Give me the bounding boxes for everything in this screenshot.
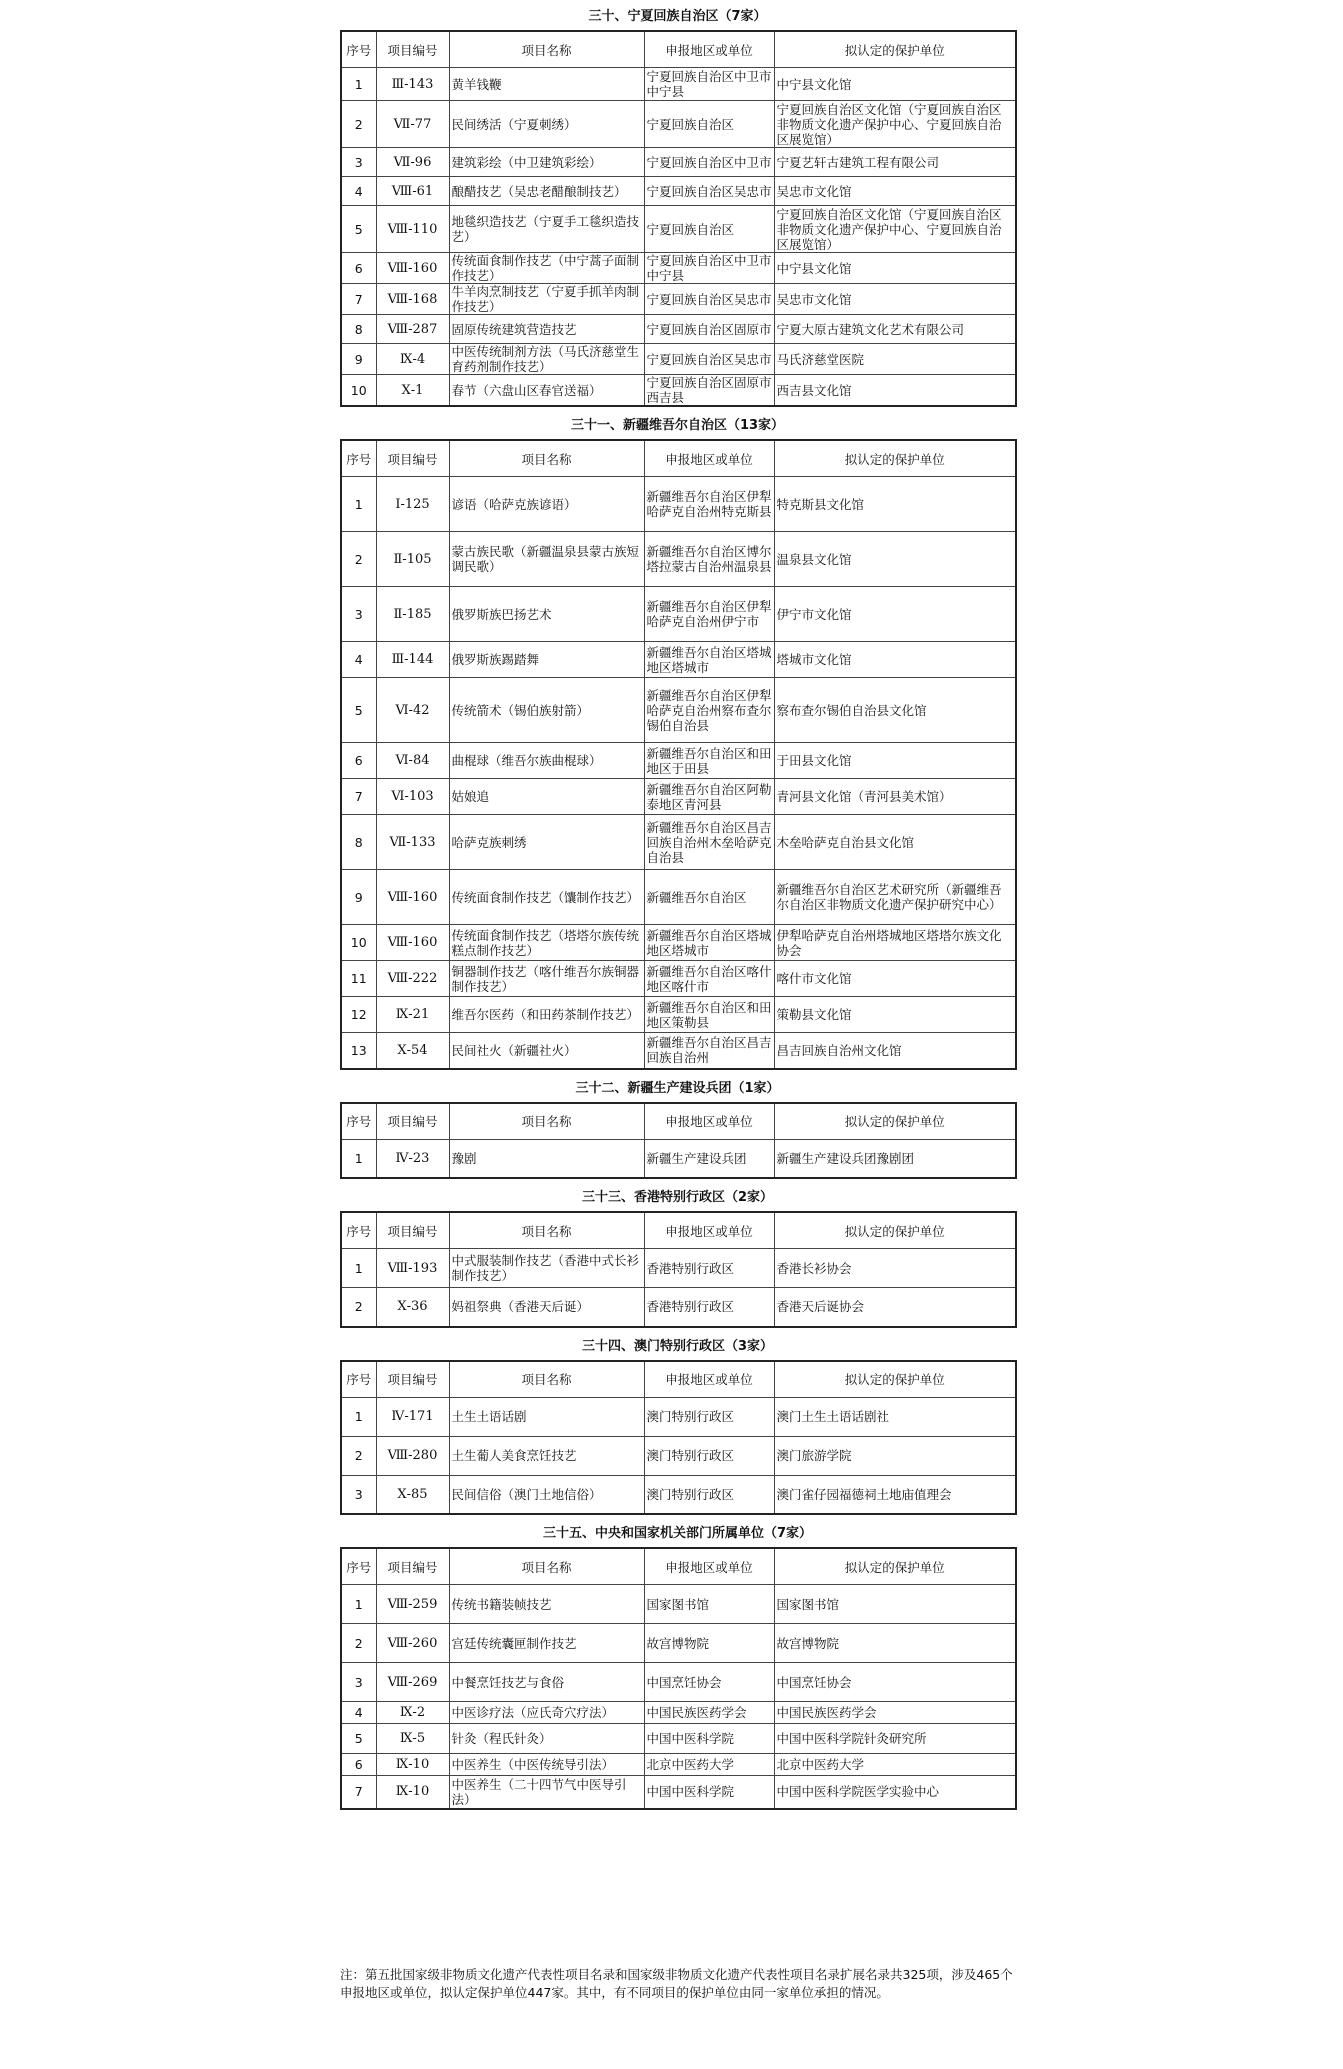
cell-no: 5 bbox=[341, 678, 376, 743]
table-row bbox=[341, 587, 1016, 642]
header-unit: 拟认定的保护单位 bbox=[774, 1103, 1016, 1140]
cell-unit: 特克斯县文化馆 bbox=[774, 477, 1016, 532]
header-code: 项目编号 bbox=[376, 1548, 449, 1585]
cell-name: 铜器制作技艺（喀什维吾尔族铜器制作技艺） bbox=[449, 961, 644, 997]
cell-code: Ⅲ-143 bbox=[376, 68, 449, 101]
header-region: 申报地区或单位 bbox=[644, 440, 774, 477]
cell-code: Ⅹ-54 bbox=[376, 1033, 449, 1069]
table-row bbox=[341, 1436, 1016, 1475]
header-code: 项目编号 bbox=[376, 1361, 449, 1398]
header-name: 项目名称 bbox=[449, 440, 644, 477]
cell-region: 香港特别行政区 bbox=[644, 1249, 774, 1288]
cell-no: 4 bbox=[341, 642, 376, 678]
cell-code: Ⅹ-1 bbox=[376, 375, 449, 407]
table-row bbox=[341, 375, 1016, 407]
table-row bbox=[341, 477, 1016, 532]
cell-region: 中国烹饪协会 bbox=[644, 1663, 774, 1702]
cell-name: 传统箭术（锡伯族射箭） bbox=[449, 678, 644, 743]
cell-region: 新疆维吾尔自治区伊犁哈萨克自治州特克斯县 bbox=[644, 477, 774, 532]
cell-no: 6 bbox=[341, 743, 376, 779]
cell-unit: 吴忠市文化馆 bbox=[774, 177, 1016, 206]
cell-unit: 中宁县文化馆 bbox=[774, 253, 1016, 284]
cell-no: 13 bbox=[341, 1033, 376, 1069]
cell-name: 春节（六盘山区春官送福） bbox=[449, 375, 644, 407]
cell-no: 2 bbox=[341, 1624, 376, 1663]
cell-no: 1 bbox=[341, 1397, 376, 1436]
cell-code: Ⅷ-259 bbox=[376, 1585, 449, 1624]
cell-no: 10 bbox=[341, 925, 376, 961]
cell-region: 新疆维吾尔自治区塔城地区塔城市 bbox=[644, 642, 774, 678]
cell-name: 中医养生（中医传统导引法） bbox=[449, 1754, 644, 1776]
table-row bbox=[341, 1776, 1016, 1809]
cell-name: 曲棍球（维吾尔族曲棍球） bbox=[449, 743, 644, 779]
data-table bbox=[340, 1360, 1017, 1516]
cell-no: 2 bbox=[341, 1436, 376, 1475]
cell-region: 新疆维吾尔自治区伊犁哈萨克自治州伊宁市 bbox=[644, 587, 774, 642]
table-row bbox=[341, 1702, 1016, 1724]
cell-name: 土生土语话剧 bbox=[449, 1397, 644, 1436]
cell-code: Ⅸ-4 bbox=[376, 344, 449, 375]
cell-region: 新疆维吾尔自治区伊犁哈萨克自治州察布查尔锡伯自治县 bbox=[644, 678, 774, 743]
cell-code: Ⅷ-193 bbox=[376, 1249, 449, 1288]
cell-code: Ⅸ-5 bbox=[376, 1724, 449, 1754]
cell-unit: 澳门旅游学院 bbox=[774, 1436, 1016, 1475]
cell-unit: 香港天后诞协会 bbox=[774, 1288, 1016, 1327]
cell-code: Ⅱ-105 bbox=[376, 532, 449, 587]
table-row bbox=[341, 1139, 1016, 1178]
header-region: 申报地区或单位 bbox=[644, 1548, 774, 1585]
cell-unit: 察布查尔锡伯自治县文化馆 bbox=[774, 678, 1016, 743]
table-row bbox=[341, 1754, 1016, 1776]
cell-region: 新疆维吾尔自治区昌吉回族自治州木垒哈萨克自治县 bbox=[644, 815, 774, 870]
cell-name: 传统面食制作技艺（中宁蒿子面制作技艺） bbox=[449, 253, 644, 284]
cell-region: 新疆维吾尔自治区昌吉回族自治州 bbox=[644, 1033, 774, 1069]
cell-code: Ⅱ-185 bbox=[376, 587, 449, 642]
cell-code: Ⅸ-21 bbox=[376, 997, 449, 1033]
header-code: 项目编号 bbox=[376, 31, 449, 68]
header-row bbox=[341, 1361, 1016, 1398]
cell-unit: 喀什市文化馆 bbox=[774, 961, 1016, 997]
cell-code: Ⅶ-133 bbox=[376, 815, 449, 870]
cell-name: 中医传统制剂方法（马氏济慈堂生育药剂制作技艺） bbox=[449, 344, 644, 375]
cell-code: Ⅸ-2 bbox=[376, 1702, 449, 1724]
cell-name: 传统面食制作技艺（馕制作技艺） bbox=[449, 870, 644, 925]
header-name: 项目名称 bbox=[449, 1103, 644, 1140]
cell-no: 3 bbox=[341, 148, 376, 177]
cell-no: 6 bbox=[341, 1754, 376, 1776]
header-region: 申报地区或单位 bbox=[644, 1361, 774, 1398]
header-row bbox=[341, 440, 1016, 477]
header-code: 项目编号 bbox=[376, 1212, 449, 1249]
cell-code: Ⅳ-171 bbox=[376, 1397, 449, 1436]
table-row bbox=[341, 148, 1016, 177]
cell-code: Ⅵ-84 bbox=[376, 743, 449, 779]
table-row bbox=[341, 315, 1016, 344]
cell-no: 5 bbox=[341, 206, 376, 253]
section-title: 三十二、新疆生产建设兵团（1家） bbox=[575, 1080, 780, 1096]
header-unit: 拟认定的保护单位 bbox=[774, 440, 1016, 477]
data-table bbox=[340, 1102, 1017, 1180]
cell-code: Ⅷ-61 bbox=[376, 177, 449, 206]
cell-name: 中医诊疗法（应氏奇穴疗法） bbox=[449, 1702, 644, 1724]
cell-code: Ⅹ-85 bbox=[376, 1475, 449, 1514]
header-no: 序号 bbox=[341, 1361, 376, 1398]
table-row bbox=[341, 532, 1016, 587]
cell-name: 土生葡人美食烹饪技艺 bbox=[449, 1436, 644, 1475]
table-row bbox=[341, 68, 1016, 101]
cell-code: Ⅷ-280 bbox=[376, 1436, 449, 1475]
cell-name: 传统书籍装帧技艺 bbox=[449, 1585, 644, 1624]
cell-unit: 国家图书馆 bbox=[774, 1585, 1016, 1624]
header-region: 申报地区或单位 bbox=[644, 1103, 774, 1140]
cell-name: 维吾尔医药（和田药茶制作技艺） bbox=[449, 997, 644, 1033]
cell-no: 8 bbox=[341, 815, 376, 870]
table-row bbox=[341, 642, 1016, 678]
cell-code: Ⅷ-168 bbox=[376, 284, 449, 315]
table-row bbox=[341, 1033, 1016, 1069]
cell-unit: 中国烹饪协会 bbox=[774, 1663, 1016, 1702]
cell-unit: 中宁县文化馆 bbox=[774, 68, 1016, 101]
cell-code: Ⅵ-103 bbox=[376, 779, 449, 815]
table-row bbox=[341, 678, 1016, 743]
cell-region: 澳门特别行政区 bbox=[644, 1436, 774, 1475]
cell-unit: 澳门土生土语话剧社 bbox=[774, 1397, 1016, 1436]
cell-name: 俄罗斯族踢踏舞 bbox=[449, 642, 644, 678]
cell-no: 12 bbox=[341, 997, 376, 1033]
cell-region: 香港特别行政区 bbox=[644, 1288, 774, 1327]
header-unit: 拟认定的保护单位 bbox=[774, 1212, 1016, 1249]
cell-unit: 吴忠市文化馆 bbox=[774, 284, 1016, 315]
cell-no: 2 bbox=[341, 1288, 376, 1327]
cell-region: 新疆生产建设兵团 bbox=[644, 1139, 774, 1178]
cell-no: 6 bbox=[341, 253, 376, 284]
cell-no: 2 bbox=[341, 101, 376, 148]
cell-no: 10 bbox=[341, 375, 376, 407]
cell-region: 新疆维吾尔自治区阿勒泰地区青河县 bbox=[644, 779, 774, 815]
cell-unit: 木垒哈萨克自治县文化馆 bbox=[774, 815, 1016, 870]
cell-no: 9 bbox=[341, 344, 376, 375]
cell-no: 1 bbox=[341, 1585, 376, 1624]
cell-name: 俄罗斯族巴扬艺术 bbox=[449, 587, 644, 642]
table-row bbox=[341, 743, 1016, 779]
cell-code: Ⅷ-269 bbox=[376, 1663, 449, 1702]
cell-code: Ⅷ-160 bbox=[376, 253, 449, 284]
cell-no: 5 bbox=[341, 1724, 376, 1754]
table-row bbox=[341, 961, 1016, 997]
cell-no: 7 bbox=[341, 1776, 376, 1809]
cell-unit: 新疆维吾尔自治区艺术研究所（新疆维吾尔自治区非物质文化遗产保护研究中心） bbox=[774, 870, 1016, 925]
header-code: 项目编号 bbox=[376, 1103, 449, 1140]
cell-name: 豫剧 bbox=[449, 1139, 644, 1178]
header-region: 申报地区或单位 bbox=[644, 1212, 774, 1249]
cell-name: 牛羊肉烹制技艺（宁夏手抓羊肉制作技艺） bbox=[449, 284, 644, 315]
cell-region: 新疆维吾尔自治区塔城地区塔城市 bbox=[644, 925, 774, 961]
cell-code: Ⅷ-160 bbox=[376, 870, 449, 925]
cell-code: Ⅳ-23 bbox=[376, 1139, 449, 1178]
cell-region: 宁夏回族自治区 bbox=[644, 206, 774, 253]
cell-code: Ⅸ-10 bbox=[376, 1776, 449, 1809]
cell-name: 姑娘追 bbox=[449, 779, 644, 815]
cell-name: 中医养生（二十四节气中医导引法） bbox=[449, 1776, 644, 1809]
cell-region: 新疆维吾尔自治区 bbox=[644, 870, 774, 925]
section-title: 三十五、中央和国家机关部门所属单位（7家） bbox=[542, 1526, 813, 1541]
cell-region: 中国中医科学院 bbox=[644, 1724, 774, 1754]
cell-name: 妈祖祭典（香港天后诞） bbox=[449, 1288, 644, 1327]
header-no: 序号 bbox=[341, 31, 376, 68]
cell-region: 故宫博物院 bbox=[644, 1624, 774, 1663]
cell-no: 1 bbox=[341, 1249, 376, 1288]
cell-no: 1 bbox=[341, 68, 376, 101]
table-row bbox=[341, 344, 1016, 375]
cell-code: Ⅶ-77 bbox=[376, 101, 449, 148]
cell-region: 北京中医药大学 bbox=[644, 1754, 774, 1776]
cell-unit: 昌吉回族自治州文化馆 bbox=[774, 1033, 1016, 1069]
cell-unit: 伊犁哈萨克自治州塔城地区塔塔尔族文化协会 bbox=[774, 925, 1016, 961]
cell-name: 固原传统建筑营造技艺 bbox=[449, 315, 644, 344]
cell-no: 4 bbox=[341, 1702, 376, 1724]
cell-code: Ⅷ-160 bbox=[376, 925, 449, 961]
cell-region: 宁夏回族自治区固原市 bbox=[644, 315, 774, 344]
table-row bbox=[341, 1585, 1016, 1624]
table-row bbox=[341, 206, 1016, 253]
cell-no: 3 bbox=[341, 587, 376, 642]
cell-unit: 宁夏回族自治区文化馆（宁夏回族自治区非物质文化遗产保护中心、宁夏回族自治区展览馆） bbox=[774, 101, 1016, 148]
cell-code: Ⅰ-125 bbox=[376, 477, 449, 532]
cell-region: 澳门特别行政区 bbox=[644, 1475, 774, 1514]
cell-no: 4 bbox=[341, 177, 376, 206]
section-xinjiang bbox=[340, 413, 1015, 1070]
cell-region: 宁夏回族自治区 bbox=[644, 101, 774, 148]
cell-code: Ⅷ-287 bbox=[376, 315, 449, 344]
table-row bbox=[341, 870, 1016, 925]
table-row bbox=[341, 925, 1016, 961]
table-row bbox=[341, 101, 1016, 148]
cell-unit: 西吉县文化馆 bbox=[774, 375, 1016, 407]
cell-unit: 马氏济慈堂医院 bbox=[774, 344, 1016, 375]
table-row bbox=[341, 1475, 1016, 1514]
cell-region: 宁夏回族自治区吴忠市 bbox=[644, 344, 774, 375]
cell-unit: 宁夏艺轩古建筑工程有限公司 bbox=[774, 148, 1016, 177]
cell-region: 新疆维吾尔自治区和田地区于田县 bbox=[644, 743, 774, 779]
document-body bbox=[340, 4, 1015, 1810]
cell-unit: 澳门雀仔园福德祠土地庙值理会 bbox=[774, 1475, 1016, 1514]
cell-name: 中式服装制作技艺（香港中式长衫制作技艺） bbox=[449, 1249, 644, 1288]
header-row bbox=[341, 1212, 1016, 1249]
cell-region: 宁夏回族自治区中卫市 bbox=[644, 148, 774, 177]
table-row bbox=[341, 815, 1016, 870]
header-unit: 拟认定的保护单位 bbox=[774, 1548, 1016, 1585]
cell-name: 宫廷传统囊匣制作技艺 bbox=[449, 1624, 644, 1663]
cell-unit: 于田县文化馆 bbox=[774, 743, 1016, 779]
footnote: 注：第五批国家级非物质文化遗产代表性项目名录和国家级非物质文化遗产代表性项目名录扩展名录共325项，涉及465个申报地区或单位，拟认定保护单位447家。其中，有不同项目的保护单位由同一家单位承担的情况。 bbox=[340, 1967, 1013, 2000]
table-row bbox=[341, 997, 1016, 1033]
cell-unit: 宁夏大原古建筑文化艺术有限公司 bbox=[774, 315, 1016, 344]
cell-name: 建筑彩绘（中卫建筑彩绘） bbox=[449, 148, 644, 177]
cell-name: 传统面食制作技艺（塔塔尔族传统糕点制作技艺） bbox=[449, 925, 644, 961]
cell-unit: 青河县文化馆（青河县美术馆） bbox=[774, 779, 1016, 815]
table-row bbox=[341, 284, 1016, 315]
data-table bbox=[340, 439, 1017, 1070]
data-table bbox=[340, 1547, 1017, 1810]
cell-name: 黄羊钱鞭 bbox=[449, 68, 644, 101]
cell-code: Ⅵ-42 bbox=[376, 678, 449, 743]
cell-code: Ⅹ-36 bbox=[376, 1288, 449, 1327]
cell-code: Ⅷ-260 bbox=[376, 1624, 449, 1663]
cell-code: Ⅷ-222 bbox=[376, 961, 449, 997]
header-code: 项目编号 bbox=[376, 440, 449, 477]
cell-unit: 新疆生产建设兵团豫剧团 bbox=[774, 1139, 1016, 1178]
cell-region: 宁夏回族自治区中卫市中宁县 bbox=[644, 68, 774, 101]
cell-name: 民间信俗（澳门土地信俗） bbox=[449, 1475, 644, 1514]
section-title: 三十、宁夏回族自治区（7家） bbox=[588, 9, 767, 24]
header-no: 序号 bbox=[341, 1548, 376, 1585]
cell-no: 1 bbox=[341, 1139, 376, 1178]
section-bingtuan bbox=[340, 1076, 1015, 1180]
cell-name: 针灸（程氏针灸） bbox=[449, 1724, 644, 1754]
cell-code: Ⅸ-10 bbox=[376, 1754, 449, 1776]
cell-region: 国家图书馆 bbox=[644, 1585, 774, 1624]
header-row bbox=[341, 31, 1016, 68]
cell-unit: 中国民族医药学会 bbox=[774, 1702, 1016, 1724]
header-name: 项目名称 bbox=[449, 1212, 644, 1249]
cell-code: Ⅶ-96 bbox=[376, 148, 449, 177]
header-name: 项目名称 bbox=[449, 1361, 644, 1398]
cell-code: Ⅲ-144 bbox=[376, 642, 449, 678]
table-row bbox=[341, 1724, 1016, 1754]
cell-unit: 策勒县文化馆 bbox=[774, 997, 1016, 1033]
cell-no: 8 bbox=[341, 315, 376, 344]
table-row bbox=[341, 779, 1016, 815]
cell-region: 新疆维吾尔自治区博尔塔拉蒙古自治州温泉县 bbox=[644, 532, 774, 587]
table-row bbox=[341, 253, 1016, 284]
table-row bbox=[341, 177, 1016, 206]
section-title: 三十三、香港特别行政区（2家） bbox=[581, 1190, 774, 1205]
table-row bbox=[341, 1249, 1016, 1288]
header-unit: 拟认定的保护单位 bbox=[774, 31, 1016, 68]
cell-no: 3 bbox=[341, 1663, 376, 1702]
header-row bbox=[341, 1103, 1016, 1140]
cell-name: 地毯织造技艺（宁夏手工毯织造技艺） bbox=[449, 206, 644, 253]
header-region: 申报地区或单位 bbox=[644, 31, 774, 68]
cell-name: 谚语（哈萨克族谚语） bbox=[449, 477, 644, 532]
cell-name: 蒙古族民歌（新疆温泉县蒙古族短调民歌） bbox=[449, 532, 644, 587]
cell-region: 新疆维吾尔自治区和田地区策勒县 bbox=[644, 997, 774, 1033]
table-row bbox=[341, 1288, 1016, 1327]
table-row bbox=[341, 1663, 1016, 1702]
cell-unit: 中国中医科学院医学实验中心 bbox=[774, 1776, 1016, 1809]
cell-unit: 香港长衫协会 bbox=[774, 1249, 1016, 1288]
cell-unit: 温泉县文化馆 bbox=[774, 532, 1016, 587]
header-no: 序号 bbox=[341, 1103, 376, 1140]
cell-region: 中国民族医药学会 bbox=[644, 1702, 774, 1724]
cell-no: 3 bbox=[341, 1475, 376, 1514]
section-hongkong bbox=[340, 1185, 1015, 1328]
header-no: 序号 bbox=[341, 440, 376, 477]
table-row bbox=[341, 1397, 1016, 1436]
cell-name: 民间社火（新疆社火） bbox=[449, 1033, 644, 1069]
cell-region: 澳门特别行政区 bbox=[644, 1397, 774, 1436]
header-row bbox=[341, 1548, 1016, 1585]
cell-name: 哈萨克族刺绣 bbox=[449, 815, 644, 870]
cell-unit: 中国中医科学院针灸研究所 bbox=[774, 1724, 1016, 1754]
section-title: 三十一、新疆维吾尔自治区（13家） bbox=[570, 418, 785, 433]
cell-no: 7 bbox=[341, 284, 376, 315]
cell-no: 9 bbox=[341, 870, 376, 925]
section-title: 三十四、澳门特别行政区（3家） bbox=[581, 1338, 774, 1354]
cell-unit: 塔城市文化馆 bbox=[774, 642, 1016, 678]
cell-unit: 伊宁市文化馆 bbox=[774, 587, 1016, 642]
header-unit: 拟认定的保护单位 bbox=[774, 1361, 1016, 1398]
table-row bbox=[341, 1624, 1016, 1663]
cell-code: Ⅷ-110 bbox=[376, 206, 449, 253]
data-table bbox=[340, 30, 1017, 407]
header-name: 项目名称 bbox=[449, 31, 644, 68]
section-macau bbox=[340, 1334, 1015, 1516]
cell-unit: 宁夏回族自治区文化馆（宁夏回族自治区非物质文化遗产保护中心、宁夏回族自治区展览馆） bbox=[774, 206, 1016, 253]
cell-name: 中餐烹饪技艺与食俗 bbox=[449, 1663, 644, 1702]
cell-region: 宁夏回族自治区固原市西吉县 bbox=[644, 375, 774, 407]
cell-region: 宁夏回族自治区吴忠市 bbox=[644, 284, 774, 315]
cell-no: 11 bbox=[341, 961, 376, 997]
cell-unit: 北京中医药大学 bbox=[774, 1754, 1016, 1776]
cell-region: 中国中医科学院 bbox=[644, 1776, 774, 1809]
data-table bbox=[340, 1211, 1017, 1328]
cell-no: 2 bbox=[341, 532, 376, 587]
cell-region: 宁夏回族自治区中卫市中宁县 bbox=[644, 253, 774, 284]
cell-region: 新疆维吾尔自治区喀什地区喀什市 bbox=[644, 961, 774, 997]
cell-name: 民间绣活（宁夏刺绣） bbox=[449, 101, 644, 148]
section-ningxia bbox=[340, 4, 1015, 407]
cell-no: 1 bbox=[341, 477, 376, 532]
cell-name: 酿醋技艺（吴忠老醋酿制技艺） bbox=[449, 177, 644, 206]
cell-no: 7 bbox=[341, 779, 376, 815]
cell-region: 宁夏回族自治区吴忠市 bbox=[644, 177, 774, 206]
cell-unit: 故宫博物院 bbox=[774, 1624, 1016, 1663]
section-central-units bbox=[340, 1521, 1015, 1810]
header-name: 项目名称 bbox=[449, 1548, 644, 1585]
header-no: 序号 bbox=[341, 1212, 376, 1249]
